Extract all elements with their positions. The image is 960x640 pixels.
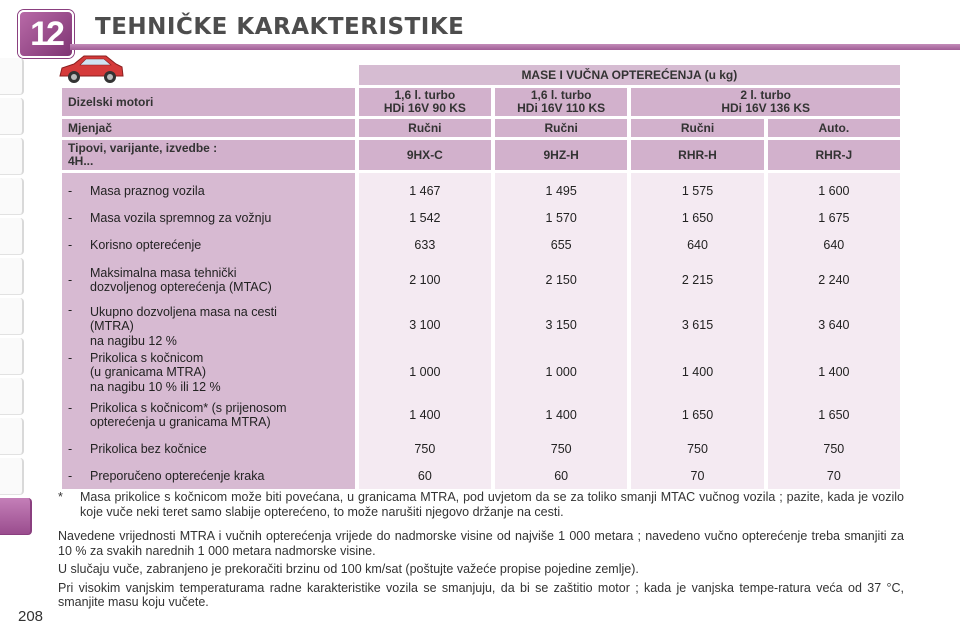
- list-item: - Preporučeno opterećenje kraka: [68, 468, 265, 483]
- list-item: - Masa vozila spremnog za vožnju: [68, 210, 272, 225]
- page-number: 208: [18, 608, 44, 625]
- table-cell: 1 542: [409, 210, 441, 225]
- table-cell: 3 100: [409, 318, 441, 332]
- table-cell: 2 240: [818, 272, 850, 287]
- table-cell: 640: [687, 237, 708, 252]
- table-cell: 60: [417, 468, 432, 483]
- list-item: - Maksimalna masa tehnički dozvoljenog opterećenja (MTAC): [68, 265, 272, 294]
- list-item: - Masa praznog vozila: [68, 183, 205, 198]
- chapter-tab[interactable]: [0, 258, 24, 295]
- header-label: Mjenjač: [62, 119, 355, 137]
- table-cell: 1 400: [818, 365, 850, 379]
- list-item: - Prikolica s kočnicom (u granicama MTRA): [68, 351, 206, 379]
- value-column: [631, 173, 763, 489]
- value-column: [359, 173, 491, 489]
- header-cell: Auto.: [768, 119, 900, 137]
- chapter-tab[interactable]: [0, 418, 24, 455]
- value-column: [495, 173, 627, 489]
- list-item-sub: na nagibu 12 %: [90, 334, 177, 348]
- footnote: * Masa prikolice s kočnicom može biti povećana, u granicama MTRA, pod uvjetom da se za toliko smanji MTAC vučnog vozila ; pazite, kada je vozilo koje vuče neki teret samo slabije opterećeno, to može narušiti njegovo držanje na cesti.: [58, 490, 904, 519]
- table-cell: 1 650: [681, 408, 714, 422]
- notes: [58, 490, 904, 610]
- table-cell: 70: [826, 468, 841, 483]
- table-cell: 1 400: [409, 408, 441, 422]
- mass-table: [58, 62, 904, 492]
- table-cell: 750: [550, 441, 572, 456]
- table-cell: 2 100: [409, 272, 441, 287]
- table-cell: 3 615: [681, 318, 714, 332]
- table-cell: 70: [690, 468, 705, 483]
- table-cell: 3 150: [545, 318, 577, 332]
- table-cell: 1 000: [409, 365, 441, 379]
- table-cell: 1 400: [681, 365, 714, 379]
- table-cell: 1 650: [818, 408, 850, 422]
- list-item: - Prikolica s kočnicom* (s prijenosom opterećenja u granicama MTRA): [68, 401, 287, 429]
- table-cell: 1 575: [681, 183, 714, 198]
- header-cell: 9HZ-H: [495, 140, 627, 170]
- chapter-tab[interactable]: [0, 138, 24, 175]
- chapter-tabs: [0, 58, 40, 538]
- table-cell: 640: [823, 237, 845, 252]
- table-cell: 655: [550, 237, 572, 252]
- list-item: - Korisno opterećenje: [68, 237, 202, 252]
- table-cell: 633: [414, 237, 436, 252]
- table-cell: 1 000: [545, 365, 577, 379]
- table-caption: MASE I VUČNA OPTEREĆENJA (u kg): [359, 65, 900, 85]
- header-cell: RHR-H: [631, 140, 763, 170]
- table-cell: 1 675: [818, 210, 850, 225]
- header-cell: 1,6 l. turbo HDi 16V 110 KS: [495, 88, 627, 116]
- table-cell: 750: [687, 441, 708, 456]
- list-item: - Ukupno dozvoljena masa na cesti (MTRA): [68, 303, 277, 333]
- chapter-tab[interactable]: [0, 58, 24, 95]
- chapter-tab[interactable]: [0, 338, 24, 375]
- table-cell: 60: [554, 468, 569, 483]
- note-paragraph: U slučaju vuče, zabranjeno je prekoračiti brzinu od 100 km/sat (poštujte važeće propise pojedine zemlje).: [58, 562, 639, 576]
- header-cell: Ručni: [495, 119, 627, 137]
- table-cell: 1 650: [681, 210, 714, 225]
- chapter-tab[interactable]: [0, 458, 24, 495]
- chapter-tab[interactable]: [0, 98, 24, 135]
- table-cell: 1 570: [545, 210, 577, 225]
- chapter-tab-active[interactable]: [0, 498, 32, 535]
- list-item-sub: na nagibu 10 % ili 12 %: [90, 380, 221, 394]
- header-cell: Ručni: [631, 119, 763, 137]
- body-labels: [62, 173, 355, 489]
- header-cell: 9HX-C: [359, 140, 491, 170]
- chapter-badge: [18, 10, 74, 58]
- table-cell: 2 150: [545, 272, 577, 287]
- header-cell: 2 l. turbo HDi 16V 136 KS: [631, 88, 900, 116]
- table-cell: 2 215: [681, 272, 714, 287]
- header-cell: RHR-J: [768, 140, 900, 170]
- table-cell: 750: [414, 441, 436, 456]
- page-title: TEHNIČKE KARAKTERISTIKE: [95, 14, 465, 40]
- value-column: [768, 173, 900, 489]
- table-cell: 1 400: [545, 408, 577, 422]
- chapter-tab[interactable]: [0, 178, 24, 215]
- header-label: Dizelski motori: [62, 88, 355, 116]
- chapter-tab[interactable]: [0, 378, 24, 415]
- table-cell: 3 640: [818, 318, 850, 332]
- chapter-tab[interactable]: [0, 298, 24, 335]
- header-label: Tipovi, varijante, izvedbe : 4H...: [62, 140, 355, 170]
- header-cell: Ručni: [359, 119, 491, 137]
- note-paragraph: Navedene vrijednosti MTRA i vučnih opterećenja vrijede do nadmorske visine od najviše 1 000 metara ; navedeno vučno opterećenje treba smanjiti za 10 % za svakih narednih 1 000 metara nadmorske visine.: [58, 529, 904, 558]
- table-cell: 1 467: [409, 183, 441, 198]
- list-item: - Prikolica bez kočnice: [68, 441, 207, 456]
- chapter-tab[interactable]: [0, 218, 24, 255]
- header-cell: 1,6 l. turbo HDi 16V 90 KS: [359, 88, 491, 116]
- table-cell: 1 495: [545, 183, 577, 198]
- table-cell: 750: [823, 441, 845, 456]
- header-rule: [70, 44, 960, 50]
- chapter-number: 12: [30, 14, 62, 53]
- table-cell: 1 600: [818, 183, 850, 198]
- note-paragraph: Pri visokim vanjskim temperaturama radne karakteristike vozila se smanjuju, da bi se zaštitio motor ; kada je vanjska tempe-ratura veća od 37 °C, smanjite masu koju vučete.: [58, 580, 904, 609]
